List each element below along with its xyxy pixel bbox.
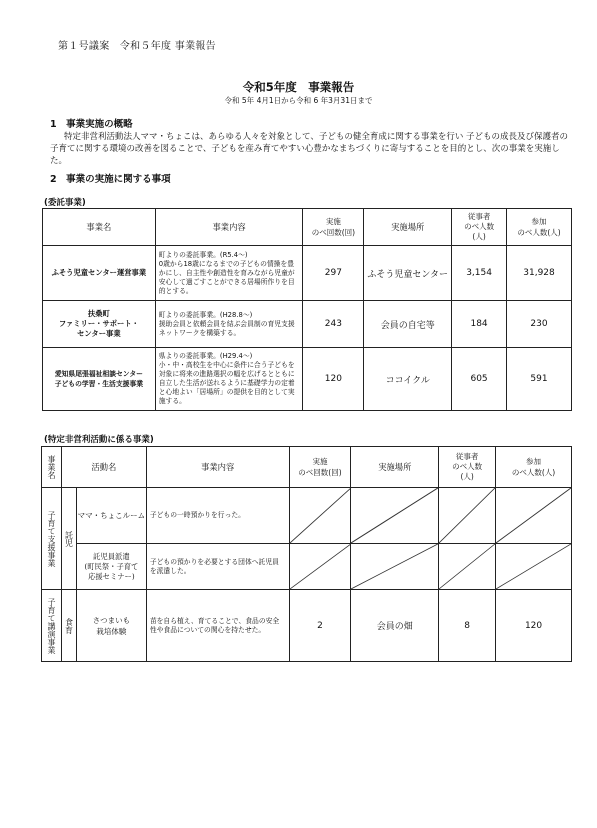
row-participants: 31,928 xyxy=(507,246,572,301)
empty-cell xyxy=(351,544,439,590)
header-staff: 従事者 のべ人数 (人) xyxy=(439,447,496,488)
consignment-table xyxy=(42,208,572,411)
document-header: 第１号議案 令和５年度 事業報告 xyxy=(58,41,216,52)
section1-text: 特定非営利活動法人ママ・ちょこは、あらゆる人々を対象として、子どもの健全育成に関する事業を行い 子どもの成長及び保護者の子育てに関する環境の改善を図ることで、子どもを産み育てやすい心豊かなまちづくりに寄与することを目的とし、次の事業を実施した。 xyxy=(50,132,569,166)
row-place: ココイクル xyxy=(364,348,452,411)
row-count: 243 xyxy=(303,301,364,348)
row-participants: 591 xyxy=(507,348,572,411)
table2-header-row xyxy=(42,447,572,488)
row-name: ふそう児童センター運営事業 xyxy=(43,246,156,301)
empty-cell xyxy=(496,544,572,590)
header-count: 実施 のべ回数(回) xyxy=(289,447,351,488)
row-staff: 605 xyxy=(452,348,507,411)
table2-label: (特定非営利活動に係る事業) xyxy=(44,435,154,445)
header-place: 実施場所 xyxy=(351,447,439,488)
row-content: 町よりの委託事業。(H28.8～) 援助会員と依頼会員を結ぶ会員制の育児支援ネットワークを構築する。 xyxy=(155,301,303,348)
header-category: 事業名 xyxy=(42,447,62,488)
subcategory-cell: 食育 xyxy=(61,590,76,662)
empty-cell xyxy=(439,488,496,544)
header-count: 実施 のべ回数(回) xyxy=(303,209,364,246)
header-name: 事業名 xyxy=(43,209,156,246)
empty-cell xyxy=(289,488,351,544)
row-count: 297 xyxy=(303,246,364,301)
activity-content: 子どもの預かりを必要とする団体へ託児員を派遣した。 xyxy=(146,544,289,590)
row-place: ふそう児童センター xyxy=(364,246,452,301)
report-period: 令和 5年 4月1日から令和 6 年3月31日まで xyxy=(224,96,373,105)
row-staff: 3,154 xyxy=(452,246,507,301)
row-place: 会員の自宅等 xyxy=(364,301,452,348)
activity-name: 託児員派遣 (町民祭・子育て 応援セミナー) xyxy=(76,544,146,590)
table-row xyxy=(42,544,572,590)
row-place: 会員の畑 xyxy=(351,590,439,662)
header-content: 事業内容 xyxy=(146,447,289,488)
table-row xyxy=(42,590,572,662)
activity-content: 子どもの一時預かりを行った。 xyxy=(146,488,289,544)
table-row xyxy=(42,488,572,544)
row-staff: 184 xyxy=(452,301,507,348)
table1-label: (委託事業) xyxy=(44,198,86,208)
table-row xyxy=(43,348,572,411)
row-content: 県よりの委託事業。(H29.4～) 小・中・高校生を中心に条件に合う子どもを対象に将来の進路選択の幅を広げるとともに自立した生活が送れるように基礎学力の定着と心地よい「居場所」の提供を目的として実施する。 xyxy=(155,348,303,411)
nonprofit-activity-table xyxy=(41,446,572,662)
category-cell: 子育て講演事業 xyxy=(42,590,62,662)
activity-content: 苗を自ら植え、育てることで、食品の安全性や食品についての関心を持たせた。 xyxy=(146,590,289,662)
row-name: 扶桑町 ファミリー・サポート・ センター事業 xyxy=(43,301,156,348)
activity-name: さつまいも 栽培体験 xyxy=(76,590,146,662)
row-staff: 8 xyxy=(439,590,496,662)
empty-cell xyxy=(439,544,496,590)
category-cell: 子育て支援事業 xyxy=(42,488,62,590)
subcategory-cell: 託児 xyxy=(61,488,76,590)
header-staff: 従事者 のべ人数 (人) xyxy=(452,209,507,246)
empty-cell xyxy=(496,488,572,544)
table-row xyxy=(43,301,572,348)
row-name: 愛知県尾張福祉相談センター 子どもの学習・生活支援事業 xyxy=(43,348,156,411)
table1-header-row xyxy=(43,209,572,246)
activity-name: ママ・ちょこルーム xyxy=(76,488,146,544)
header-content: 事業内容 xyxy=(155,209,303,246)
row-participants: 120 xyxy=(496,590,572,662)
row-participants: 230 xyxy=(507,301,572,348)
row-count: 120 xyxy=(303,348,364,411)
report-title: 令和5年度 事業報告 xyxy=(242,80,355,94)
header-activity: 活動名 xyxy=(61,447,146,488)
empty-cell xyxy=(289,544,351,590)
row-count: 2 xyxy=(289,590,351,662)
header-participants: 参加 のべ人数(人) xyxy=(507,209,572,246)
header-participants: 参加 のべ人数(人) xyxy=(496,447,572,488)
header-place: 実施場所 xyxy=(364,209,452,246)
row-content: 町よりの委託事業。(R5.4～) 0歳から18歳になるまでの子どもの情操を豊かにし、自主性や創造性を育みながら児童が安心して過ごすことができる居場所作りを目的とする。 xyxy=(155,246,303,301)
section1-heading: 1 事業実施の概略 xyxy=(50,119,133,130)
table-row xyxy=(43,246,572,301)
empty-cell xyxy=(351,488,439,544)
section2-heading: 2 事業の実施に関する事項 xyxy=(50,174,171,185)
